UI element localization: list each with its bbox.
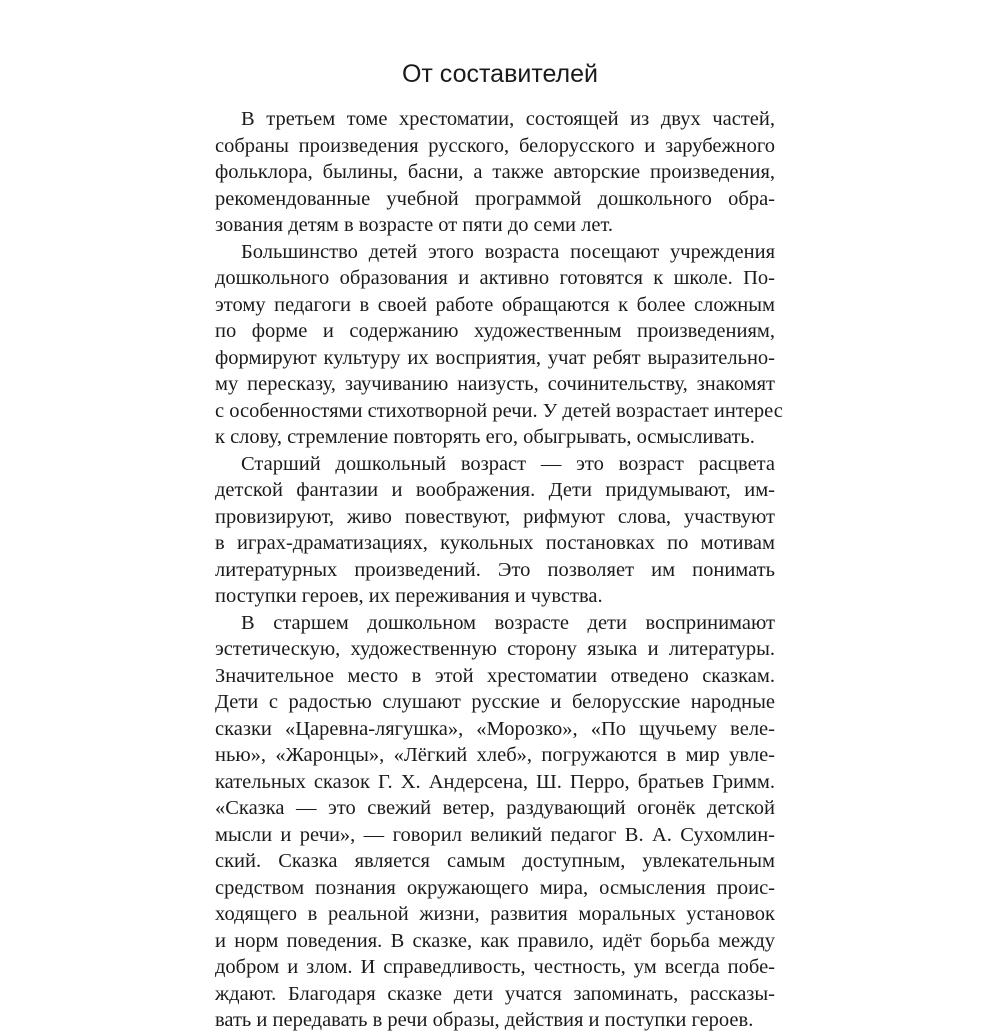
text-line: дошкольного образования и активно готовятся к школе. По- xyxy=(215,267,775,289)
text-line: провизируют, живо повествуют, рифмуют слова, участвуют xyxy=(215,505,775,528)
text-line: Дети с радостью слушают русские и белорусские народные xyxy=(215,691,775,713)
page-title: От составителей xyxy=(401,60,599,88)
paragraph xyxy=(215,610,775,1034)
text-line: эстетическую, художественную сторону языка и литературы. xyxy=(215,638,775,660)
text-line: му пересказу, заучиванию наизусть, сочинительству, знакомят xyxy=(215,373,775,395)
text-line: с особенностями стихотворной речи. У детей возрастает интерес xyxy=(215,399,783,422)
text-line: мысли и речи», — говорил великий педагог В. А. Сухомлин- xyxy=(215,823,775,846)
text-line: фольклора, былины, басни, а также авторские произведения, xyxy=(215,161,775,183)
text-line: добром и злом. И справедливость, честность, ум всегда побе- xyxy=(215,956,775,978)
text-line: по форме и содержанию художественным произведениям, xyxy=(215,320,775,342)
text-line: нью», «Жаронцы», «Лёгкий хлеб», погружаются в мир увле- xyxy=(215,744,775,766)
text-line: к слову, стремление повторять его, обыгрывать, осмысливать. xyxy=(215,426,755,448)
text-line: В старшем дошкольном возрасте дети воспринимают xyxy=(241,611,775,634)
text-line: рекомендованные учебной программой дошкольного обра- xyxy=(215,187,775,210)
text-line: Большинство детей этого возраста посещают учреждения xyxy=(241,240,775,263)
text-line: Значительное место в этой хрестоматии отведено сказкам. xyxy=(215,664,775,687)
paragraph xyxy=(215,106,775,239)
text-line: Старший дошкольный возраст — это возраст расцвета xyxy=(241,452,775,475)
text-line: вать и передавать в речи образы, действия и поступки героев. xyxy=(215,1009,754,1031)
text-line: зования детям в возрасте от пяти до семи лет. xyxy=(215,214,614,236)
text-line: и норм поведения. В сказке, как правило, идёт борьба между xyxy=(215,929,775,952)
text-line: ждают. Благодаря сказке дети учатся запоминать, рассказы- xyxy=(215,982,775,1005)
text-line: средством познания окружающего мира, осмысления проис- xyxy=(215,876,775,899)
text-line: ходящего в реальной жизни, развития моральных установок xyxy=(215,903,775,925)
text-line: этому педагоги в своей работе обращаются к более сложным xyxy=(215,293,775,316)
text-line: кательных сказок Г. Х. Андерсена, Ш. Перро, братьев Гримм. xyxy=(215,770,775,793)
paragraph xyxy=(215,239,783,451)
text-line: формируют культуру их восприятия, учат ребят выразительно- xyxy=(215,346,775,369)
text-line: сказки «Царевна-лягушка», «Морозко», «По щучьему веле- xyxy=(215,717,775,740)
body-text xyxy=(215,106,783,1034)
text-line: ский. Сказка является самым доступным, увлекательным xyxy=(215,850,775,872)
text-line: литературных произведений. Это позволяет им понимать xyxy=(215,558,775,581)
text-line: «Сказка — это свежий ветер, раздувающий огонёк детской xyxy=(215,797,775,819)
text-line: поступки героев, их переживания и чувства. xyxy=(215,585,603,607)
text-line: в играх-драматизациях, кукольных постановках по мотивам xyxy=(215,532,775,554)
text-line: В третьем томе хрестоматии, состоящей из двух частей, xyxy=(241,108,775,130)
text-line: собраны произведения русского, белорусского и зарубежного xyxy=(215,134,775,157)
paragraph xyxy=(215,451,775,610)
text-line: детской фантазии и воображения. Дети придумывают, им- xyxy=(215,479,775,501)
